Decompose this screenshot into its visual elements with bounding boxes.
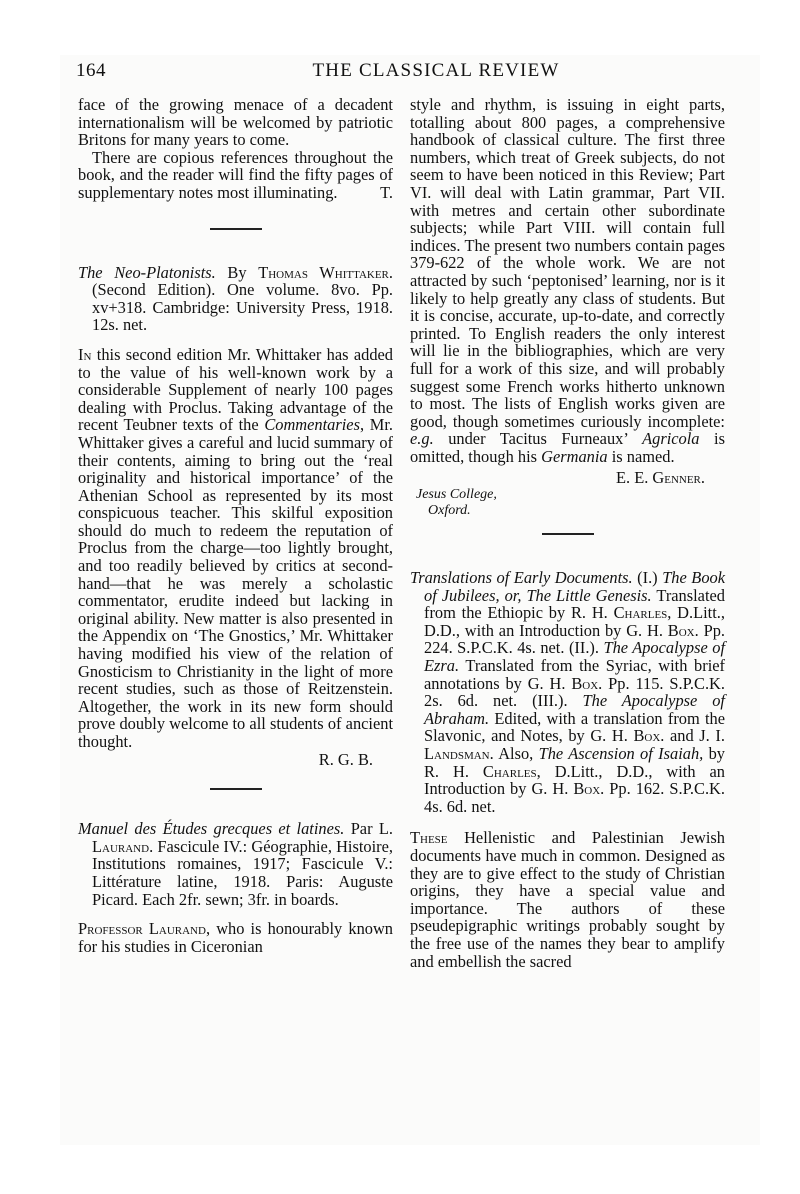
paragraph: face of the growing menace of a decadent internationalism will be welcomed by patriotic Britons for many years to come. (78, 95, 393, 150)
review-body: In this second edition Mr. Whittaker has added to the value of his well-known work by a considerable Supplement of nearly 100 pages dealing with Proclus. Taking advantage of the recent Teubner texts of the Commentaries, Mr. Whittaker gives a careful and lucid summary of their contents, aiming to bring out the ‘real originality and historical importance’ of the Athenian School as represented by its most conspicuous teacher. This skilful exposition should do much to redeem the reputation of Proclus from the charge—too lightly brought, and too readily believed by critics at second-hand—that he was merely a scholastic commentator, erudite indeed but lacking in original ability. New matter is also presented in the Appendix on ‘The Gnostics,’ Mr. Whittaker having modified his view of the relation of Gnosticism to Christianity in the light of more recent studies, such as those of Reitzenstein. Altogether, the work in its new form should prove doubly welcome to all students of ancient thought. (78, 344, 394, 751)
affiliation: Jesus College, Oxford. (416, 487, 497, 519)
journal-title: THE CLASSICAL REVIEW (312, 60, 560, 81)
review-heading-translations: Translations of Early Documents. (I.) The Book of Jubilees, or, The Little Genesis. Translated from the Ethiopic by R. H. Charles, D.Litt., D.D., with an Introduction by G. H. Box. Pp. 224. S.P.C.K. 4s. net. (II.). The Apocalypse of Ezra. Translated from the Syriac, with brief annotations by G. H. Box. Pp. 115. S.P.C.K. 2s. 6d. net. (III.). The Apocalypse of Abraham. Edited, with a translation from the Slavonic, and Notes, by G. H. Box. and J. I. Landsman. Also, The Ascension of Isaiah, by R. H. Charles, D.Litt., D.D., with an Introduction by G. H. Box. Pp. 162. S.P.C.K. 4s. 6d. net. (410, 568, 726, 816)
review-heading-neoplatonists: The Neo-Platonists. By Thomas Whittaker. (Second Edition). One volume. 8vo. Pp. xv+318. Cambridge: University Press, 1918. 12s. net. (78, 262, 393, 335)
signature: T. (380, 182, 393, 202)
series-title: Translations of Early Documents. (410, 568, 633, 588)
book-title: The Neo-Platonists. (78, 262, 216, 282)
right-column (410, 96, 725, 970)
signature: E. E. Genner. (615, 468, 705, 488)
publication-details: (Second Edition). One volume. 8vo. Pp. xv+318. Cambridge: University Press, 1918. 12s. net. (92, 280, 393, 335)
author-name: Laurand. (92, 836, 154, 856)
book-title: Manuel des Études grecques et latines. (78, 819, 345, 839)
left-column (78, 96, 393, 955)
page-number: 164 (76, 60, 106, 81)
review-body: style and rhythm, is issuing in eight parts, totalling about 800 pages, a comprehensive handbook of classical culture. The first three numbers, which treat of Greek subjects, do not seem to have been noticed in this Review; Part VI. will deal with Latin grammar, Part VII. with metres and certain other subordinate subjects; while Part VIII. will contain full indices. The present two numbers contain pages 379-622 of the whole work. We are not attracted by such ‘peptonised’ learning, nor is it likely to help greatly any class of students. But it is concise, accurate, up-to-date, and correctly printed. To English readers the only interest will lie in the bibliographies, which are very full for a work of this size, and will probably suggest some French works hitherto unknown to most. The lists of English works given are good, though sometimes curiously incomplete: e.g. under Tacitus Furneaux’ Agricola is omitted, though his Germania is named. (410, 95, 725, 466)
review-heading-manuel: Manuel des Études grecques et latines. Par L. Laurand. Fascicule IV.: Géographie, Histoire, Institutions romaines, 1917; Fascicule V.: Littérature latine, 1918. Paris: Auguste Picard. Each 2fr. sewn; 3fr. in boards. (78, 819, 393, 909)
review-body: These Hellenistic and Palestinian Jewish documents have much in common. Designed as they are to give effect to the study of Christian origins, they have a special value and importance. The authors of these pseudepigraphic writings probably sought by the free use of the names they bear to amplify and embellish the sacred (410, 828, 725, 971)
author-name: Thomas Whittaker. (258, 262, 393, 282)
signature: R. G. B. (318, 749, 373, 769)
publication-details: Fascicule IV.: Géographie, Histoire, Institutions romaines, 1917; Fascicule V.: Littérature latine, 1918. Paris: Auguste Picard. Each 2fr. sewn; 3fr. in boards. (92, 836, 393, 909)
review-body: Professor Laurand, who is honourably known for his studies in Ciceronian (78, 919, 393, 956)
running-head (76, 60, 716, 86)
paragraph: There are copious references throughout the book, and the reader will find the fifty pages of supplementary notes most illuminating. (78, 147, 393, 202)
